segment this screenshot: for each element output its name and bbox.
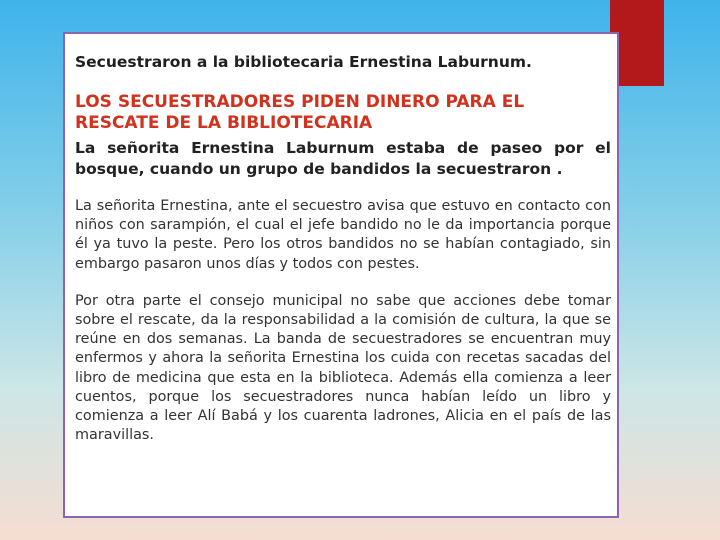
slide-title: Secuestraron a la bibliotecaria Ernestina Laburnum. <box>75 53 532 71</box>
body-paragraph-1: La señorita Ernestina, ante el secuestro avisa que estuvo en contacto con niños con sarampión, el cual el jefe bandido no le da importancia porque él ya tuvo la peste. Pero los otros bandidos no se habían contagiado, sin embargo pasaron unos días y todos con pestes. <box>75 198 611 272</box>
slide-text-box <box>63 32 619 518</box>
news-headline: LOS SECUESTRADORES PIDEN DINERO PARA EL RESCATE DE LA BIBLIOTECARIA <box>75 92 525 133</box>
news-lede: La señorita Ernestina Laburnum estaba de paseo por el bosque, cuando un grupo de bandidos la secuestraron . <box>75 139 611 178</box>
body-paragraph-2: Por otra parte el consejo municipal no sabe que acciones debe tomar sobre el rescate, da la responsabilidad a la comisión de cultura, la que se reúne en dos semanas. La banda de secuestradores se encuentran muy enfermos y ahora la señorita Ernestina los cuida con recetas sacadas del libro de medicina que esta en la biblioteca. Además ella comienza a leer cuentos, porque los secuestradores nunca habían leído un libro y comienza a leer Alí Babá y los cuarenta ladrones, Alicia en el país de las maravillas. <box>75 292 611 444</box>
